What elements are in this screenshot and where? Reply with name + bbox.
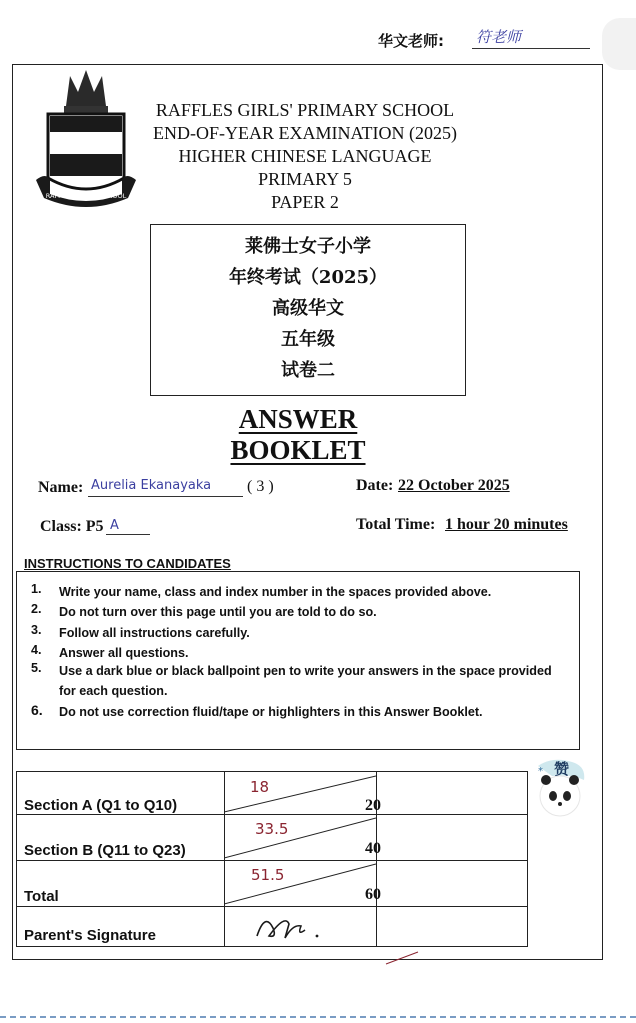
instructions-heading: INSTRUCTIONS TO CANDIDATES (24, 556, 231, 571)
paper-title: PAPER 2 (271, 192, 339, 212)
section-b-score: 33.5 (255, 820, 289, 838)
exam-title: END-OF-YEAR EXAMINATION (2025) (153, 123, 457, 143)
chinese-subject-title: 高级华文 (272, 298, 344, 319)
teacher-label: 华文老师: (378, 32, 444, 50)
total-score: 51.5 (251, 866, 285, 884)
section-a-label: Section A (Q1 to Q10) (24, 797, 178, 814)
level-title: PRIMARY 5 (258, 169, 352, 189)
chinese-school-name: 莱佛士女子小学 (245, 236, 371, 257)
section-a-total: 20 (365, 797, 381, 814)
date-value: 22 October 2025 (398, 477, 510, 494)
praise-sticker (532, 756, 588, 820)
total-max: 60 (365, 886, 381, 903)
section-b-total: 40 (365, 840, 381, 857)
parent-signature-scribble (245, 906, 345, 946)
class-value: A (110, 518, 119, 533)
chinese-paper-title: 试卷二 (281, 360, 335, 381)
svg-text:*: * (538, 766, 543, 777)
subject-title: HIGHER CHINESE LANGUAGE (178, 146, 432, 166)
chinese-header-box (150, 224, 466, 396)
score-table (16, 771, 528, 947)
time-value: 1 hour 20 minutes (445, 516, 568, 533)
section-b-label: Section B (Q11 to Q23) (24, 842, 186, 859)
instructions-box: 1. Write your name, class and index number in the spaces provided above. 2. Do not turn over this page until you are told to do so. 3. Follow all instructions carefully. 4. Answer all questions. 5. Use a dark blue or black ballpoint pen to write your answers in the space provided for each question. 6. Do not use correction fluid/tape or highlighters in this Answer Booklet. (16, 571, 580, 750)
section-a-score: 18 (250, 778, 270, 796)
school-header (140, 99, 470, 214)
total-label: Total (24, 888, 59, 905)
school-name: RAFFLES GIRLS' PRIMARY SCHOOL (155, 100, 455, 120)
class-label: Class: P5 (40, 518, 104, 535)
chinese-exam-title: 年终考试（2025） (228, 267, 388, 288)
index-number: ( 3 ) (247, 478, 274, 495)
chinese-level-title: 五年级 (281, 329, 335, 350)
corner-tab (602, 18, 636, 70)
name-value: Aurelia Ekanayaka (91, 478, 212, 493)
time-label: Total Time: (356, 516, 436, 533)
answer-booklet-title: ANSWER BOOKLET (230, 404, 366, 465)
name-label: Name: (38, 479, 84, 496)
date-label: Date: (356, 477, 394, 494)
parent-signature-label: Parent's Signature (24, 927, 156, 944)
crest-motto-text: RAFFLES GIRLS' SCHOOL (45, 192, 127, 200)
page-edge-dash (0, 1016, 636, 1018)
school-crest-icon (36, 68, 136, 208)
pen-mark (384, 948, 424, 968)
sticker-text: 赞 (554, 760, 570, 778)
teacher-name-field: 符老师 (472, 26, 590, 49)
